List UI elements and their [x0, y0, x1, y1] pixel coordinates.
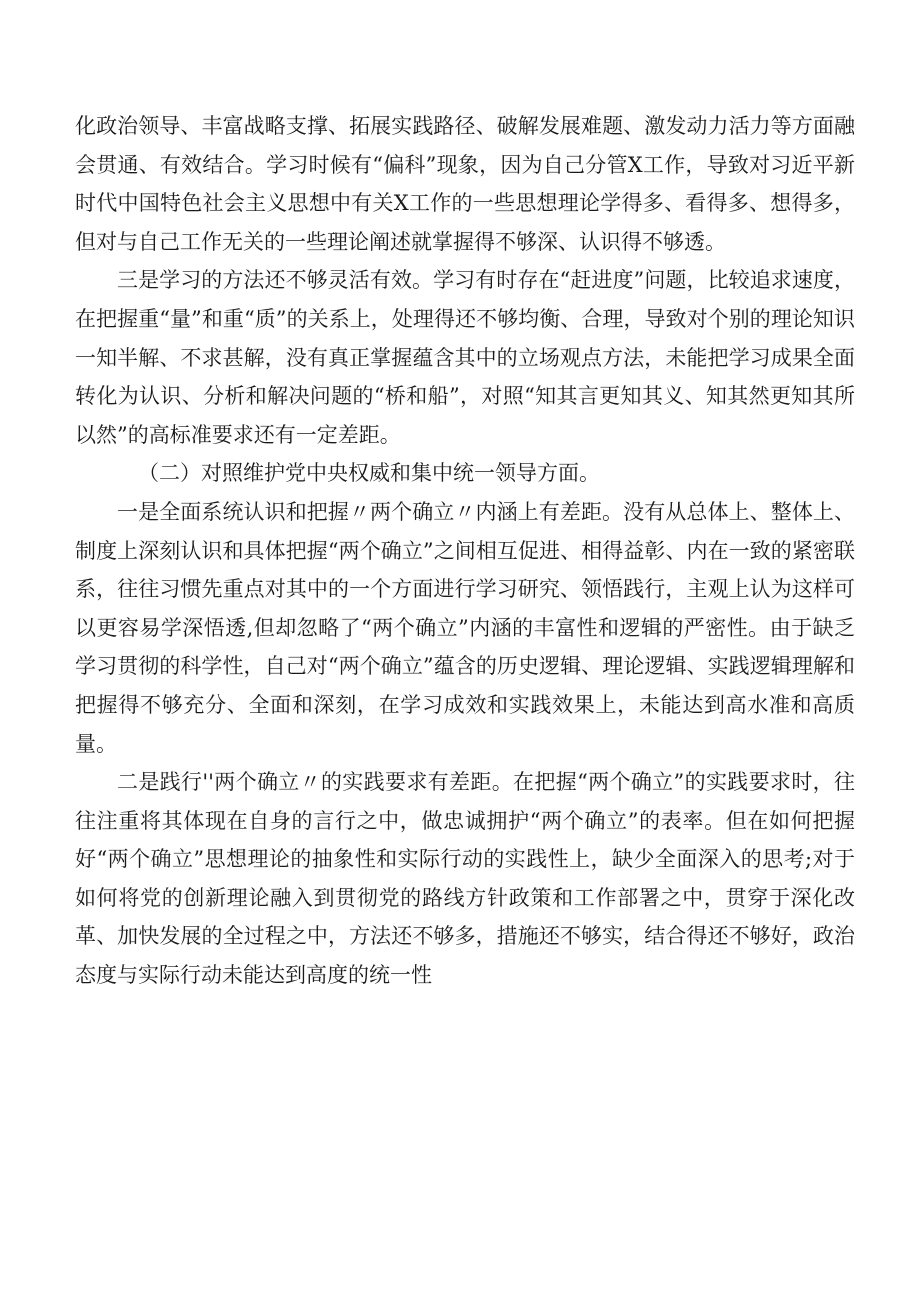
- paragraph-study-method: 三是学习的方法还不够灵活有效。学习有时存在“赶进度”问题，比较追求速度，在把握重“量”和重“质”的关系上，处理得还不够均衡、合理，导致对个别的理论知识一知半解、不求甚解，没有真正掌握蕴含其中的立场观点方法，未能把学习成果全面转化为认识、分析和解决问题的“桥和船”，对照“知其言更知其义、知其然更知其所以然”的高标准要求还有一定差距。: [75, 268, 855, 447]
- paragraph-two-establishments-practice: 二是践行''两个确立〃的实践要求有差距。在把握“两个确立”的实践要求时，往往注重将其体现在自身的言行之中，做忠诚拥护“两个确立”的表率。但在如何把握好“两个确立”思想理论的抽象性和实际行动的实践性上，缺少全面深入的思考;对于如何将党的创新理论融入到贯彻党的路线方针政策和工作部署之中，贯穿于深化改革、加快发展的全过程之中，方法还不够多，措施还不够实，结合得还不够好，政治态度与实际行动未能达到高度的统一性: [75, 770, 855, 988]
- section-heading: （二）对照维护党中央权威和集中统一领导方面。: [138, 461, 600, 486]
- paragraph-two-establishments-connotation: 一是全面系统认识和把握〃两个确立〃内涵上有差距。没有从总体上、整体上、制度上深刻认识和具体把握“两个确立”之间相互促进、相得益彰、内在一致的紧密联系，往往习惯先重点对其中的一个方面进行学习研究、领悟践行，主观上认为这样可以更容易学深悟透,但却忽略了“两个确立”内涵的丰富性和逻辑的严密性。由于缺乏学习贯彻的科学性，自己对“两个确立”蕴含的历史逻辑、理论逻辑、实践逻辑理解和把握得不够充分、全面和深刻，在学习成效和实践效果上，未能达到高水准和高质量。: [75, 499, 855, 756]
- document-body: [75, 107, 855, 995]
- paragraph-continuation: 化政治领导、丰富战略支撑、拓展实践路径、破解发展难题、激发动力活力等方面融会贯通、有效结合。学习时候有“偏科”现象，因为自己分管X工作，导致对习近平新时代中国特色社会主义思想中有关X工作的一些思想理论学得多、看得多、想得多，但对与自己工作无关的一些理论阐述就掌握得不够深、认识得不够透。: [75, 114, 855, 254]
